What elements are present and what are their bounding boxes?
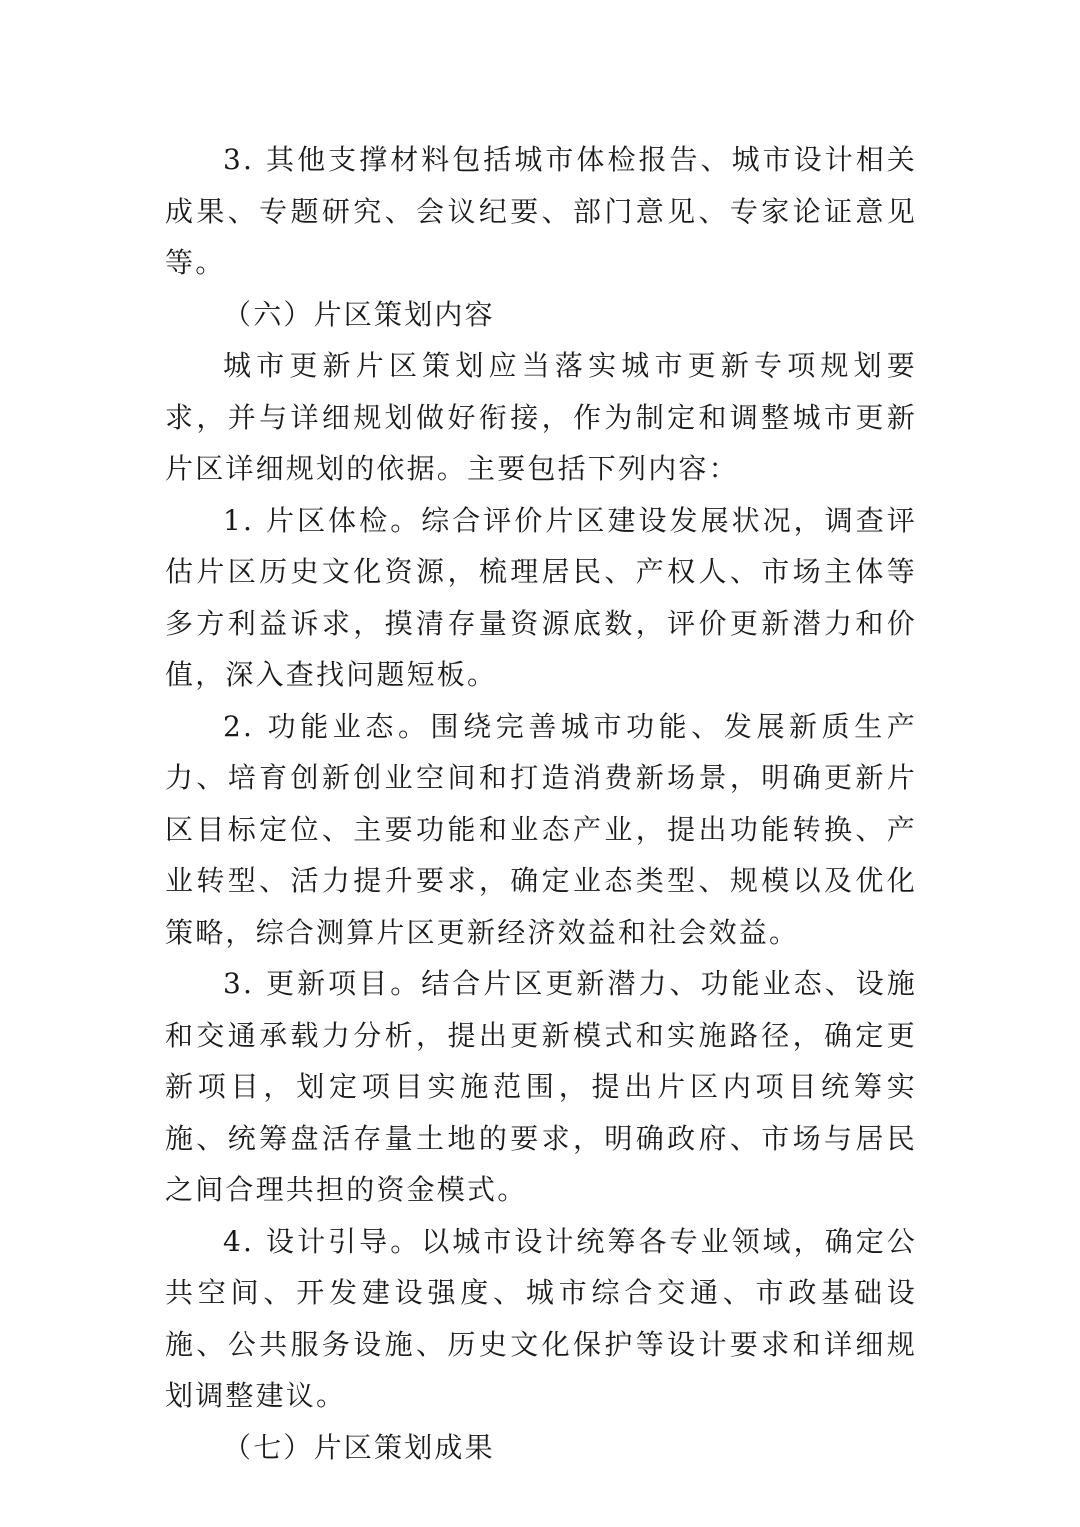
- document-body: [165, 134, 917, 1473]
- paragraph-design-guidance: 4. 设计引导。以城市设计统筹各专业领域，确定公共空间、开发建设强度、城市综合交通、市政基础设施、公共服务设施、历史文化保护等设计要求和详细规划调整建议。: [165, 1224, 917, 1412]
- paragraph-renewal-projects: 3. 更新项目。结合片区更新潜力、功能业态、设施和交通承载力分析，提出更新模式和实施路径，确定更新项目，划定项目实施范围，提出片区内项目统筹实施、统筹盘活存量土地的要求，明确政府、市场与居民之间合理共担的资金模式。: [165, 967, 917, 1206]
- section-heading-6: （六）片区策划内容: [223, 297, 495, 331]
- paragraph-function-format: 2. 功能业态。围绕完善城市功能、发展新质生产力、培育创新创业空间和打造消费新场景，明确更新片区目标定位、主要功能和业态产业，提出功能转换、产业转型、活力提升要求，确定业态类型、规模以及优化策略，综合测算片区更新经济效益和社会效益。: [165, 709, 917, 949]
- section-heading-7: （七）片区策划成果: [223, 1430, 495, 1464]
- paragraph-supporting-materials: 3. 其他支撑材料包括城市体检报告、城市设计相关成果、专题研究、会议纪要、部门意见、专家论证意见等。: [165, 143, 917, 279]
- paragraph-planning-intro: 城市更新片区策划应当落实城市更新专项规划要求，并与详细规划做好衔接，作为制定和调整城市更新片区详细规划的依据。主要包括下列内容：: [165, 349, 917, 485]
- paragraph-area-checkup: 1. 片区体检。综合评价片区建设发展状况，调查评估片区历史文化资源，梳理居民、产权人、市场主体等多方利益诉求，摸清存量资源底数，评价更新潜力和价值，深入查找问题短板。: [165, 503, 917, 691]
